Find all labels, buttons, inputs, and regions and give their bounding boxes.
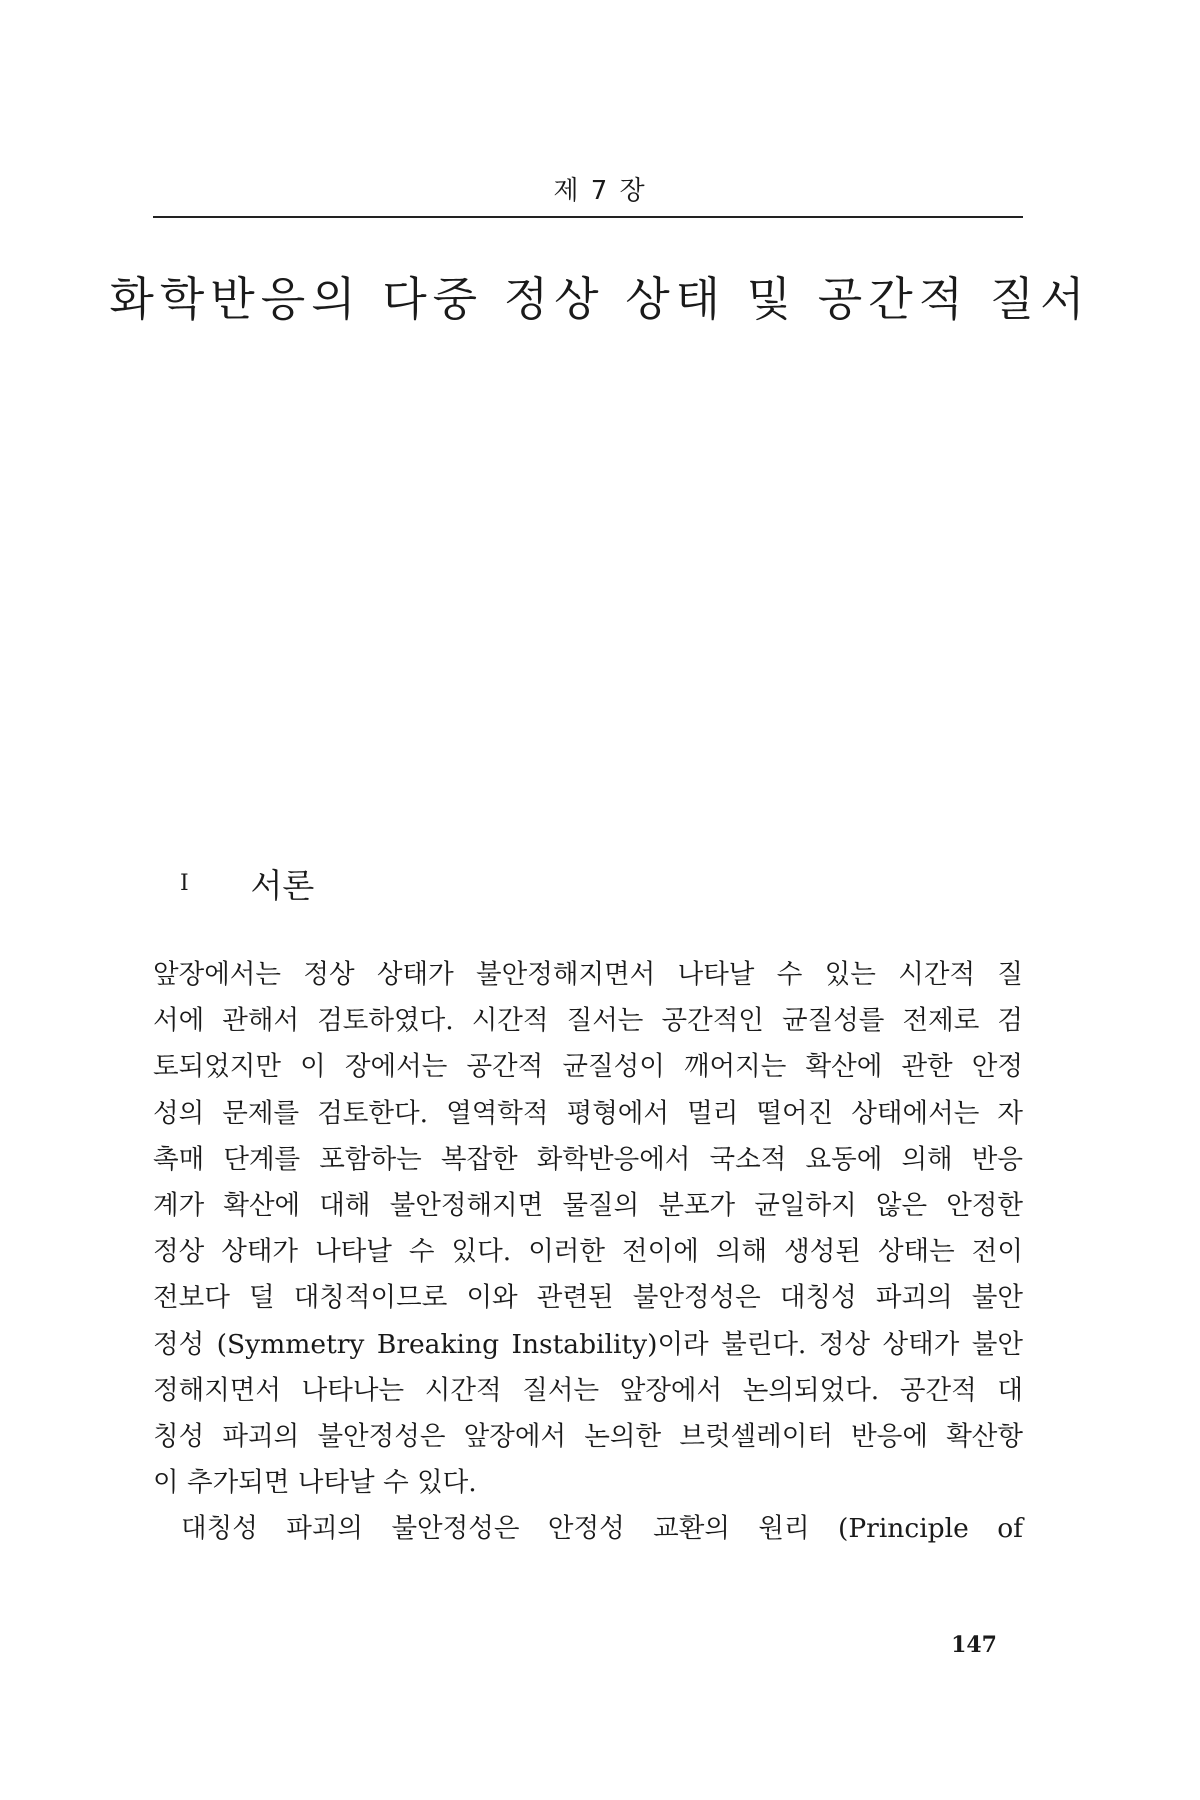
text-line: 정상 상태가 나타날 수 있다. 이러한 전이에 의해 생성된 상태는 전이 [153,1236,1023,1268]
chapter-label: 제 7 장 [553,176,647,206]
text-line: 정성 (Symmetry Breaking Instability)이라 불린다. 정상 상태가 불안 [153,1328,1023,1360]
page-number: 147 [951,1632,997,1658]
section-number: I [180,871,189,896]
text-line: 대칭성 파괴의 불안정성은 안정성 교환의 원리 (Principle of [181,1513,1023,1545]
text-line: 전보다 덜 대칭적이므로 이와 관련된 불안정성은 대칭성 파괴의 불안 [153,1282,1023,1314]
text-line: 앞장에서는 정상 상태가 불안정해지면서 나타날 수 있는 시간적 질 [153,959,1023,990]
chapter-title: 화학반응의 다중 정상 상태 및 공간적 질서 [109,271,1091,326]
text-line: 계가 확산에 대해 불안정해지면 물질의 분포가 균일하지 않은 안정한 [153,1190,1023,1222]
text-line: 서에 관해서 검토하였다. 시간적 질서는 공간적인 균질성를 전제로 검 [153,1005,1023,1037]
section-heading [180,860,314,907]
text-line: 이 추가되면 나타날 수 있다. [153,1467,477,1499]
text-line: 토되었지만 이 장에서는 공간적 균질성이 깨어지는 확산에 관한 안정 [153,1051,1023,1083]
section-title: 서론 [250,866,315,905]
text-line: 정해지면서 나타나는 시간적 질서는 앞장에서 논의되었다. 공간적 대 [153,1374,1023,1406]
text-line: 성의 문제를 검토한다. 열역학적 평형에서 멀리 떨어진 상태에서는 자 [153,1097,1023,1129]
body-text [153,952,1023,1553]
chapter-divider [153,216,1023,218]
text-line: 칭성 파괴의 불안정성은 앞장에서 논의한 브럿셀레이터 반응에 확산항 [153,1421,1023,1453]
text-line: 촉매 단계를 포함하는 복잡한 화학반응에서 국소적 요동에 의해 반응 [153,1143,1023,1175]
